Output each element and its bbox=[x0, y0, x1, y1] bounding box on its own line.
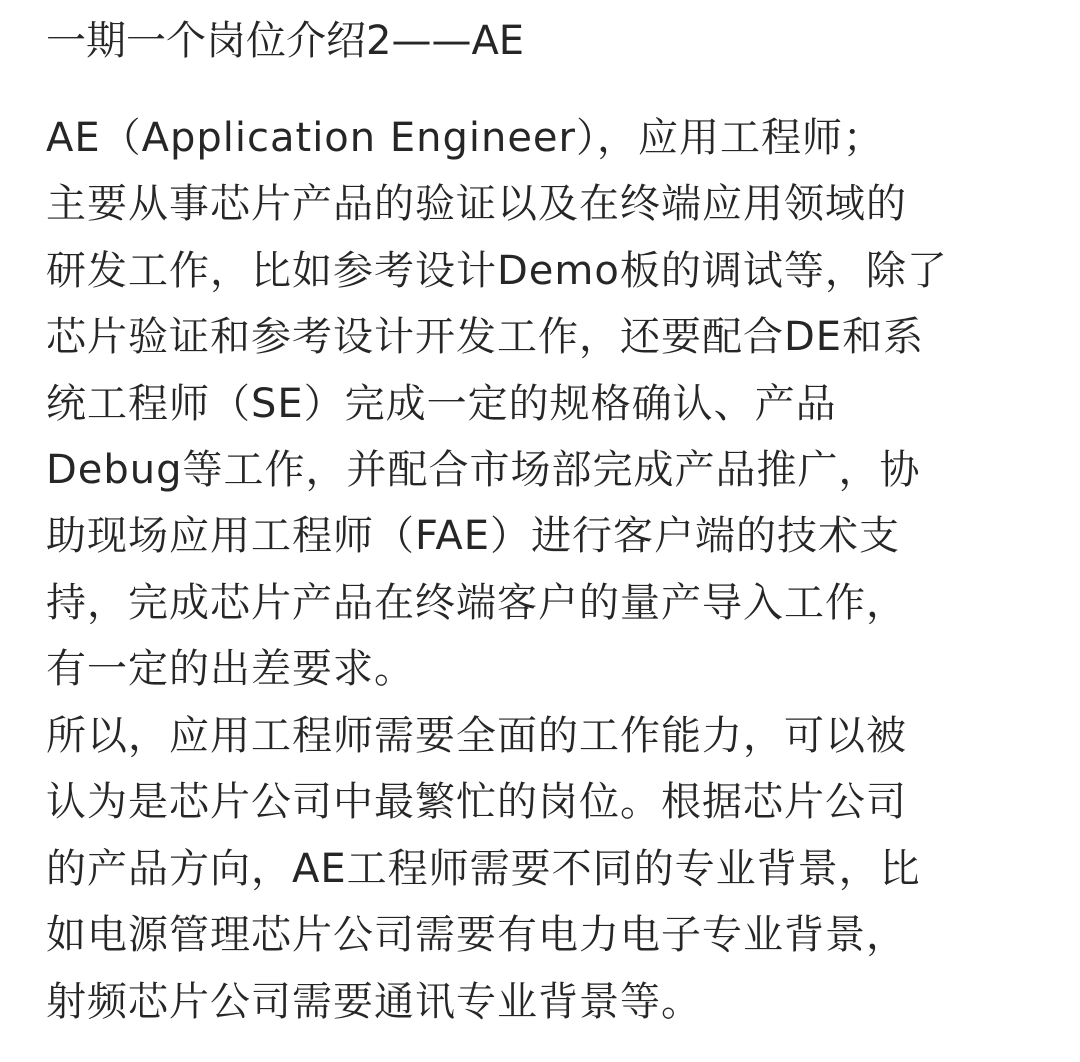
article-title: 一期一个岗位介绍2——AE bbox=[46, 18, 525, 64]
paragraph-ae-background bbox=[46, 703, 1046, 1035]
paragraph-line: 统工程师（SE）完成一定的规格确认、产品 bbox=[46, 380, 837, 427]
paragraph-line: 持，完成芯片产品在终端客户的量产导入工作， bbox=[46, 579, 907, 626]
paragraph-line: 研发工作，比如参考设计Demo板的调试等，除了 bbox=[46, 247, 948, 294]
paragraph-line: 射频芯片公司需要通讯专业背景等。 bbox=[46, 978, 702, 1025]
paragraph-ae-intro bbox=[46, 105, 1046, 703]
paragraph-line: 认为是芯片公司中最繁忙的岗位。根据芯片公司 bbox=[46, 779, 907, 826]
paragraph-line: 如电源管理芯片公司需要有电力电子专业背景， bbox=[46, 912, 907, 959]
paragraph-line: 所以，应用工程师需要全面的工作能力，可以被 bbox=[46, 713, 907, 759]
paragraph-line: 主要从事芯片产品的验证以及在终端应用领域的 bbox=[46, 181, 907, 228]
paragraph-line: 助现场应用工程师（FAE）进行客户端的技术支 bbox=[46, 513, 900, 560]
paragraph-line: 的产品方向，AE工程师需要不同的专业背景，比 bbox=[46, 845, 921, 892]
paragraph-line: AE（Application Engineer），应用工程师； bbox=[46, 115, 884, 161]
paragraph-line: Debug等工作，并配合市场部完成产品推广，协 bbox=[46, 446, 921, 493]
paragraph-line: 芯片验证和参考设计开发工作，还要配合DE和系 bbox=[46, 314, 925, 361]
paragraph-line: 有一定的出差要求。 bbox=[46, 646, 415, 693]
